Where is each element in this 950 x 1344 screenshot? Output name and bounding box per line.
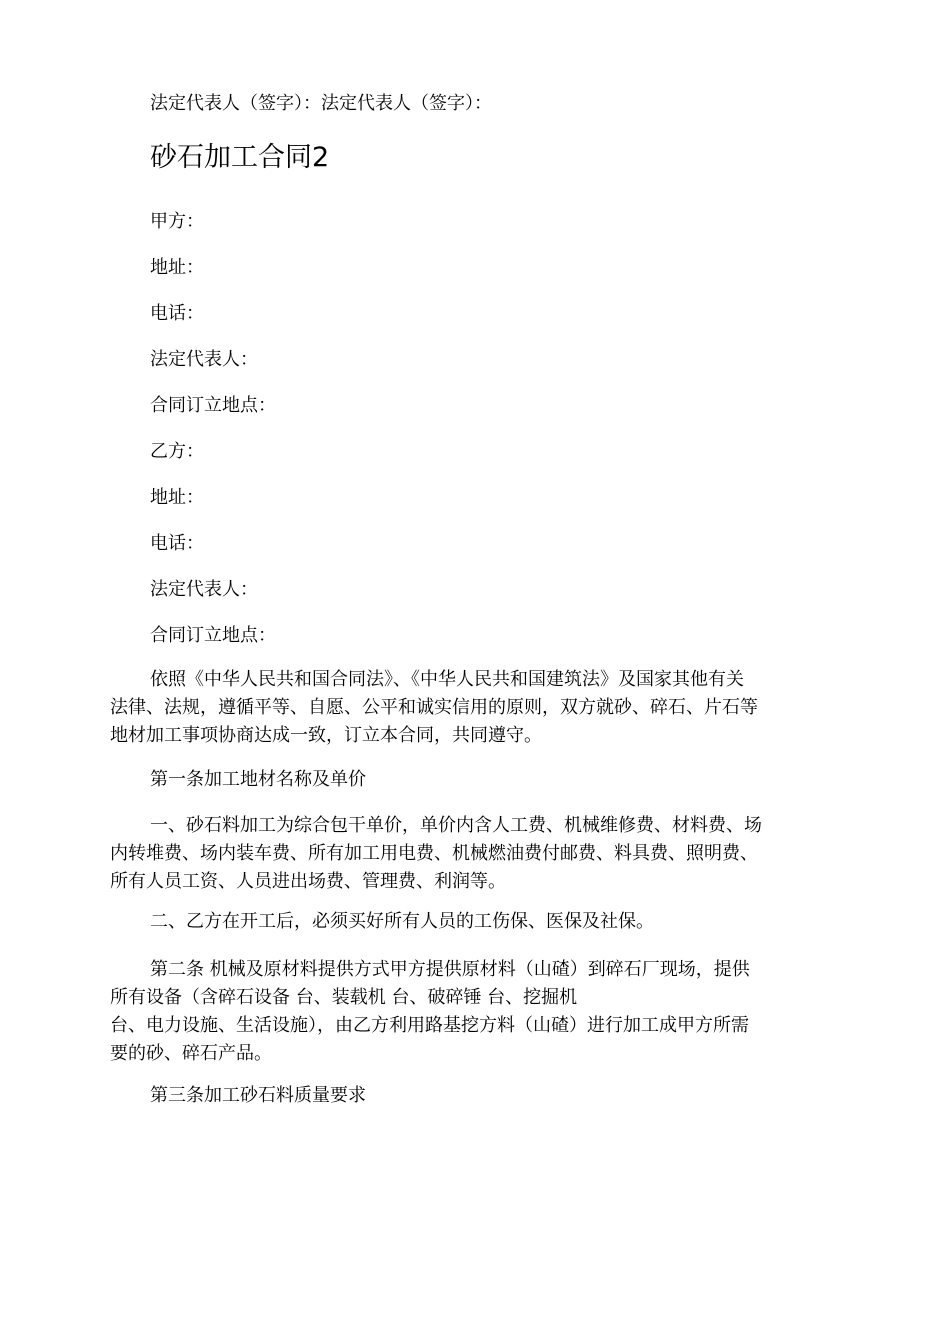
article-1-item-1 (110, 812, 842, 896)
party-b-place: 合同订立地点： (150, 625, 276, 646)
party-a-address: 地址： (150, 257, 204, 278)
party-a-name: 甲方： (150, 211, 204, 232)
article-1-item-1-line: 一、砂石料加工为综合包干单价，单价内含人工费、机械维修费、材料费、场 (150, 815, 762, 836)
intro-paragraph (110, 666, 842, 750)
page-title: 砂石加工合同2 (150, 142, 330, 173)
article-2-line: 第二条 机械及原材料提供方式甲方提供原材料（山碴）到碎石厂现场，提供 (150, 959, 750, 980)
party-a-legal-rep: 法定代表人： (150, 349, 258, 370)
article-1-item-2: 二、乙方在开工后，必须买好所有人员的工伤保、医保及社保。 (150, 911, 654, 932)
signature-line: 法定代表人（签字）：法定代表人（签字）： (150, 93, 492, 114)
intro-line: 法律、法规，遵循平等、自愿、公平和诚实信用的原则，双方就砂、碎石、片石等 (110, 697, 758, 718)
party-b-legal-rep: 法定代表人： (150, 579, 258, 600)
article-2-line: 要的砂、碎石产品。 (110, 1043, 272, 1064)
party-b-phone: 电话： (150, 533, 204, 554)
article-1-item-1-line: 内转堆费、场内装车费、所有加工用电费、机械燃油费付邮费、料具费、照明费、 (110, 843, 758, 864)
article-2-line: 所有设备（含碎石设备 台、装载机 台、破碎锤 台、挖掘机 (110, 987, 578, 1008)
intro-line: 地材加工事项协商达成一致，订立本合同，共同遵守。 (110, 725, 542, 746)
party-a-phone: 电话： (150, 303, 204, 324)
party-b-name: 乙方： (150, 441, 204, 462)
article-2-line: 台、电力设施、生活设施），由乙方利用路基挖方料（山碴）进行加工成甲方所需 (110, 1015, 749, 1036)
article-1-item-1-line: 所有人员工资、人员进出场费、管理费、利润等。 (110, 871, 506, 892)
article-1-title: 第一条加工地材名称及单价 (150, 769, 366, 790)
party-b-address: 地址： (150, 487, 204, 508)
party-a-place: 合同订立地点： (150, 395, 276, 416)
intro-line: 依照《中华人民共和国合同法》、《中华人民共和国建筑法》及国家其他有关 (150, 669, 744, 690)
article-3-title: 第三条加工砂石料质量要求 (150, 1085, 366, 1106)
article-2-paragraph (110, 956, 842, 1068)
